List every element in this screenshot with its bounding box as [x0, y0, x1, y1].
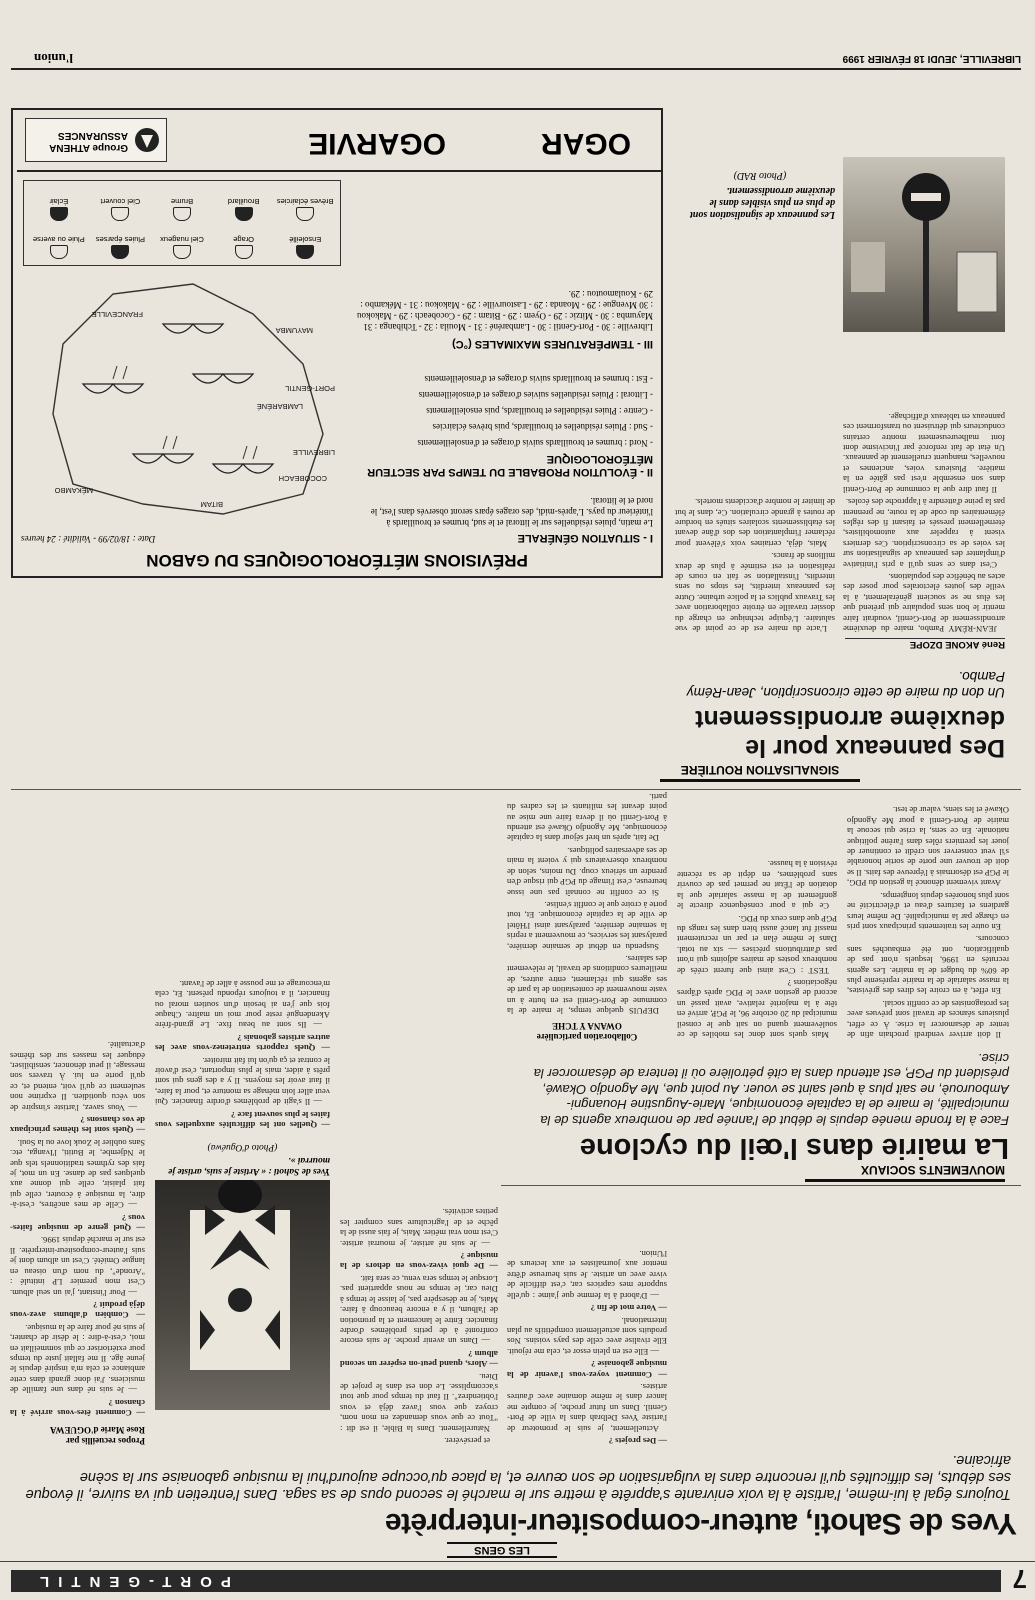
paragraph: et persévérer. [444, 1436, 490, 1446]
paragraph: — Elle est en plein essor et, cela me réjouit. Elle rivalise avec celle des pays voisins. Nos produits sont actuellement compétitifs au plan international. [507, 1315, 667, 1357]
paragraph: — D'abord à la femme que j'aime : qu'elle supporte mes caprices car, c'est difficile de vivre avec un artiste. Je suis heureuse d'être mentor aux journalistes et aux lecteurs de l'Union. [507, 1249, 667, 1301]
paragraph: — Je suis né artiste, je mourrai artiste. C'est mon vrai métier. Mais, je fais aussi de la pêche et de l'agriculture sans compter les petites activités. [340, 1207, 498, 1249]
weather-symbol-icon [235, 207, 253, 221]
paragraph: — Vous savez, l'artiste s'inspire de son vécu quotidien. Il exprime non seulement ce qu'il voit, entend et, ce qu'il porte en lui. À travers son message, il peut dénoncer, sensibiliser, éduquer les masses sur des thèmes d'actualité. [10, 1040, 145, 1113]
paragraph: Naturellement. Dans la Bible, il est dit : "Tout ce que vous demandez en mon nom, croyez que vous l'avez déjà et vous l'obtiendrez". Il faut du temps pour que tout s'accomplisse. Le don est dans le projet de Dieu. [340, 1371, 498, 1434]
question: — Des projets ? [608, 1436, 667, 1446]
legend-item: Brouillard [213, 185, 275, 223]
paragraph: Il doit arriver vendredi prochain afin de tenter de désamorcer la crise. À ce effet, plusieurs séances de travail sont prévues avec les protagonistes de ce conflit social. [847, 998, 1009, 1040]
map-label: PORT-GENTIL [285, 384, 335, 393]
legend-item: Pluies éparses [90, 223, 152, 261]
article-2-column-1 [507, 696, 667, 1016]
paragraph: — Pour l'instant, j'ai un seul album. C'est mon premier LP intitulé : "Aronde", du nom d'un oiseau en langue Omiété. C'est un album dont je suis l'auteur-compositeur-interprète. Il est sur le marché depuis 1996. [10, 1235, 145, 1298]
article-1-rubric: LES GENS [447, 1542, 557, 1558]
paragraph: Suspendu en début de semaine dernière, paralysant les services, ce mouvement a repris la semaine dernière, paralysant ainsi l'Hôtel de ville de la capitale économique. Et, tout porte à croire que le conflit s'enlise. [507, 899, 667, 952]
paragraph: DEPUIS quelque temps, le maire de la commune de Port-Gentil est en butte à un vaste mouvement de contestation de la part de ses agents qui réclament, entre autres, de meilleures conditions de travail, le relèvement des salaires. [507, 953, 667, 1016]
question: — Quels sont les thèmes principaux de vos chansons ? [10, 1115, 145, 1136]
paragraph: — Je suis né dans une famille de musiciens. J'ai donc grandi dans cette ambiance et cela m'a inspiré depuis le jeune âge. Il me fallait juste du temps pour extérioriser ce qui sommeillait en moi, c'est-à-dire : le désir de chanter, je suis né pour faire de la musique. [10, 1322, 145, 1396]
traffic-sign-icon [843, 157, 1005, 332]
legend-item: Pluie ou averse [28, 223, 90, 261]
footer-masthead: l'union [33, 51, 73, 66]
article-1-column-4 [340, 801, 498, 1446]
question: — Comment voyez-vous l'avenir de la musique gabonaise ? [507, 1359, 667, 1380]
rule [501, 1185, 1021, 1186]
paragraph: Il faut dire que la commune de Port-Gentil dans son ensemble n'est pas gâtée en la matière. Plusieurs voies, anciennes et nouvelles, manquent cruellement de panneaux. Un état de fait renforcé par l'incivisme dont font malheureusement montre certains conducteurs qui détruisent ou transforment ces panneaux en tableaux d'affichage. [843, 411, 1005, 495]
rule [11, 789, 1021, 790]
article-3-standfirst: Un don du maire de cette circonscription, Jean-Rémy Pambo. [686, 669, 1005, 700]
legend-item: Brèves éclaircies [274, 185, 336, 223]
map-label: LAMBARÉNÉ [256, 402, 303, 411]
paragraph: C'est dans ce sens qu'il a pris l'initiative d'implanter des panneaux de signalisation sur les voies de sa circonscription. Ces derniers visent à rappeler aux automobilistes, éternellement pressés et faisant fi des règles élémentaires du code de la route, ne prennent pas la peine d'attendre à l'approche des écoles. [843, 497, 1005, 570]
paragraph: TEST : C'est ainsi que furent créés de nombreux postes de maires adjoints qui n'ont pas d'attributions précises — six au total. Dans le même élan et par un recrutement massif fut lancé aussi bien dans les rangs du PGP que dans ceux du PDG. [677, 913, 837, 976]
portrait-figure [155, 1180, 330, 1410]
article-2-rubric: MOUVEMENTS SOCIAUX [805, 1163, 1005, 1182]
weather-symbol-icon [111, 207, 129, 221]
article-1-column-1 [10, 798, 145, 1418]
legend-item: Orage [213, 223, 275, 261]
footer-dateline: LIBREVILLE, JEUDI 18 FÉVRIER 1999 [842, 53, 1021, 64]
section-label: PORT-GENTIL [31, 1573, 231, 1590]
article-1-photo [155, 1180, 330, 1410]
paragraph: Si ce conflit ne connaît pas une issue heureuse, c'est l'image du PGP qui risque d'en prendre un sérieux coup. Du moins, selon de nombreux observateurs qui y voient la main de ses adversaires politiques. [507, 845, 667, 898]
article-3-byline: René AKONE DZOPE [845, 638, 1005, 650]
weather-s3-text: Libreville : 30 - Port-Gentil : 30 - Lambaréné : 31 - Mouila : 32 - Tchibanga : 31 Mayumba : 30 - Mitzic : 29 - Oyem : 29 - Bitam : 29 - Cocobeach : 29 - Makokou : 30 Mvengue : 29 - Moanda : 29 - Lastourville : 29 - Makokou : 31 - Mékambo : 29 - Koulamoutou : 29. [357, 289, 653, 332]
athena-logo-icon [132, 125, 162, 155]
section-band [11, 1570, 1001, 1592]
brand-ogarvie: OGARVIE [308, 127, 446, 160]
question: — Votre mot de fin ? [590, 1303, 667, 1314]
article-1-column-2 [155, 800, 330, 1130]
map-label: LIBREVILLE [292, 448, 335, 457]
forecast-item: - Littoral : Pluies résiduelles suivies d'orages et d'ensoleillements [418, 390, 653, 400]
weather-symbol-icon [296, 207, 314, 221]
sponsor-athena: Groupe ATHENA ASSURANCES [25, 118, 167, 162]
paragraph: — Dans un avenir proche. Je suis encore confronté à de petits problèmes d'ordre financier. Entre le lancement et la promotion de l'album, il y a encore beaucoup à faire. Mais, je ne désespère pas, je laisse le temps à Dieu car, le temps ne nous appartient pas. Lorsque le temps sera venu, ce sera fait. [340, 1273, 498, 1347]
question: — Combien d'albums avez-vous déjà produit ? [10, 1299, 145, 1321]
weather-symbol-icon [50, 245, 68, 259]
weather-s1-title: I - SITUATION GÉNÉRALE [517, 532, 653, 544]
question: — De quoi vivez-vous en dehors de la musique ? [340, 1251, 498, 1272]
map-label: MAYUMBA [275, 326, 313, 335]
legend-item: Éclair [28, 185, 90, 223]
article-3-photo [843, 157, 1005, 332]
article-2-standfirst: Face à la fronde menée depuis le début de l'année par de nombreux agents de la municipalité, le maire de la capitale économique, Marie-Augustine Houangni-Ambourouè, ne sait plus à quel saint se vouer. Au point que, Me Agondjo Okawé, président du PGP, est attendu dans la cité pétrolière où il tentera de désamorcer la crise. [533, 1051, 1009, 1128]
weather-symbol-icon [173, 245, 191, 259]
weather-symbol-icon [50, 207, 68, 221]
legend-item: Ciel couvert [90, 185, 152, 223]
legend-item: Ensoleillé [274, 223, 336, 261]
paragraph: — Ils sont au beau fixe. Le grand-frère Akendengué reste pour moi un maître. Chaque fois que j'en ai besoin d'un soutien moral ou financier, il a toujours répondu présent. Et, cela m'encourage et me pousse à aller de l'avant. [155, 978, 330, 1031]
weather-box [11, 108, 663, 578]
question: — Quel genre de musique faites-vous ? [10, 1212, 145, 1234]
article-1-standfirst: Toujours égal à lui-même, l'artiste à la voix enivrante s'apprête à mettre sur le marché le second opus de sa saga. Dans l'entretien qui va suivre, il évoque ses débuts, les difficultés qu'il rencontre dans la vulgarisation de son œuvre et, la place qu'occupe aujourd'hui la musique gabonaise sur la scène africaine. [25, 1452, 1011, 1502]
weather-s1-text: Le matin, pluies résiduelles sur le littoral et le sud, brumes et brouillards à l'intérieur du pays. L'après-midi, des orages épars seront observés dans l'est, le nord et le littoral. [370, 496, 653, 528]
article-1-byline: Propos recueillis par Rose Marie d'OGUEWA [50, 1425, 145, 1446]
page-number: 7 [1012, 1564, 1027, 1594]
question: — Comment êtes-vous arrivé à la chanson ? [10, 1397, 145, 1418]
article-2-title: La mairie dans l'œil du cyclone [579, 1132, 1009, 1164]
legend-item: Ciel nuageux [151, 223, 213, 261]
weather-symbol-icon [296, 245, 314, 259]
brand-ogar: OGAR [541, 127, 631, 160]
paragraph: De fait, après un bref séjour dans la capitale économique, Me Agondjo Okawé est attendu à Port-Gentil où il devra faire une mise au point devant les militants et les cadres du parti. [507, 791, 667, 844]
brand-bar [17, 112, 661, 172]
article-1-title: Yves de Sahoti, auteur-compositeur-interprète [385, 1507, 1017, 1540]
forecast-item: - Sud : Pluies résiduelles et brouillards, puis brèves éclaircies [432, 422, 653, 432]
paragraph: — Il s'agit de problèmes d'ordre financier. Qui veut aller loin ménage sa monture et, pour la faire, il faut avoir les moyens. Il y a des gens qui sont prêts à aider, mais le plus important, c'est d'avoir le contrat et ça qu'on lui fait miroiter. [155, 1055, 330, 1108]
article-2-collab: Collaboration particulière OWANA Y TCHE [536, 1021, 638, 1042]
forecast-item: - Centre : Pluies résiduelles et brouillards, puis ensoleillements [426, 406, 653, 416]
paragraph: En outre les traitements principaux sont pris en charge par la municipalité. De même leurs gardiens et factures d'eau et d'électricité ne sont plus honorées depuis longtemps. [847, 890, 1009, 932]
forecast-item: - Est : brumes et brouillards suivis d'orages et d'ensoleillements [424, 374, 653, 384]
question: — Quels rapports entretenez-vous avec les autres artistes gabonais ? [155, 1032, 330, 1054]
gabon-weather-map [33, 274, 343, 524]
article-3-column-1 [843, 344, 1005, 634]
weather-date: Date : 18/02/99 - Validité : 24 heures [21, 534, 156, 544]
question: — Quelles ont les difficultés auxquelles vous faites le plus souvent face ? [155, 1109, 330, 1130]
paragraph: Mais, déjà, certaines voix s'élèvent pour réclamer l'implantation des dos d'âne devant les établissements scolaires situés en bordure de routes à grande circulation. Ce, dans le but de limiter le nombre d'accidents mortels. [675, 497, 835, 549]
weather-symbol-icon [235, 245, 253, 259]
article-3-column-2 [675, 229, 835, 634]
article-3-photo-caption: Les panneaux de signalisation sont de plus en plus visibles dans le deuxième arrondissement. (Photo RAD) [689, 170, 835, 220]
paragraph: En effet, à en croire les dires des grévistes, la masse salariale de la mairie représente plus de 60% du budget de la mairie. Les agents recrutés en 1996, lesquels n'ont pas de qualification, ont été embauchés sans concours. [847, 934, 1009, 997]
paragraph: L'acte du maire est de ce point de vue salutaire. L'équipe technique en charge du dossier travaille en étroite collaboration avec les Travaux publics et la police urbaine. Outre les panneaux interdits, les stops ou sens interdits, l'installation se fait en cours de réalisation et est estimée à plus de deux millions de francs. [675, 551, 835, 634]
forecast-item: - Nord : brumes et brouillards suivis d'orages et d'ensoleillements [417, 438, 653, 448]
paragraph: Avant vivement dénoncé la gestion du PDG, le PGP est désormais à l'épreuve des faits. Il se doit de trouver une porte de sortie honorable s'il veut conserver son crédit et continuer de jouer les premiers rôles dans l'arène politique nationale. En ce sens, la crise qui secoue la mairie de Port-Gentil a pour Me Agondjo Okawé et les siens, valeur de test. [847, 805, 1009, 889]
map-label: COCOBEACH [278, 474, 327, 483]
paragraph: JEAN-RÉMY Pambo, maire du deuxième arrondissement de Port-Gentil, voudrait faire mentir le bon sens populaire qui prétend que les élus ne se soucient généralement, à la veille des joutes électorales pour poser des actes au bénéfice des populations. [843, 571, 1005, 634]
map-label: FRANCEVILLE [91, 310, 143, 319]
article-3-rubric: SIGNALISATION ROUTIÈRE [660, 763, 860, 782]
paragraph: — Celle de mes ancêtres, c'est-à-dire, la musique à écouter, celle qui fait plaisir, celle qui donne aux quelques pas de danse. En un mot, je fais des rythmes traditionnels tels que le Ndjembe, le Butiti, l'Ivanga, etc. Sans oublier le Zouk love ou la Soul. [10, 1137, 145, 1211]
weather-symbol-icon [111, 245, 129, 259]
rule [0, 1561, 1035, 1562]
article-1-column-3 [507, 1186, 667, 1446]
map-label: MÉKAMBO [54, 486, 93, 495]
article-1-photo-caption: Yves de Sahoti : « Artiste je suis, artiste je mourrai ». (Photo d'Oguéwa) [168, 1142, 330, 1176]
legend-item: Brume [151, 185, 213, 223]
weather-s2-title: II - ÉVOLUTION PROBABLE DU TEMPS PAR SECTEUR MÉTÉOROLOGIQUE [367, 453, 653, 478]
article-3-title: Des panneaux pour le deuxième arrondissement [695, 705, 1005, 762]
paragraph: Mais quels sont donc les mobiles de ce soulèvement quand on sait que le conseil municipal du 20 octobre 96, le PGP, arrivé en tête à la majorité relative, avait passé un accord de gestion avec le PDG après d'âpres négociations ? [677, 977, 837, 1040]
weather-title: PRÉVISIONS MÉTÉOROLOGIQUES DU GABON [146, 551, 528, 570]
map-label: BITAM [200, 500, 223, 509]
weather-s3-title: III - TEMPÉRATURES MAXIMALES (°C) [452, 338, 653, 350]
weather-symbol-icon [173, 207, 191, 221]
rule [11, 68, 1021, 70]
paragraph: Ce qui a pour conséquence directe le gonflement de la masse salariale que la dotation de l'État ne permet pas de couvrir sans problèmes, en dépit de sa récente révision à la hausse. [677, 859, 837, 912]
weather-legend [23, 180, 341, 266]
paragraph: Actuellement, je suis le promoteur de l'artiste Yves Delbrah dans la ville de Port-Gentil. Dans un futur proche, je compte me lancer dans le même domaine avec d'autres artistes. [507, 1381, 667, 1434]
weather-s2-items [353, 368, 653, 448]
question: — Alors, quand peut-on espérer un second album ? [340, 1348, 498, 1370]
